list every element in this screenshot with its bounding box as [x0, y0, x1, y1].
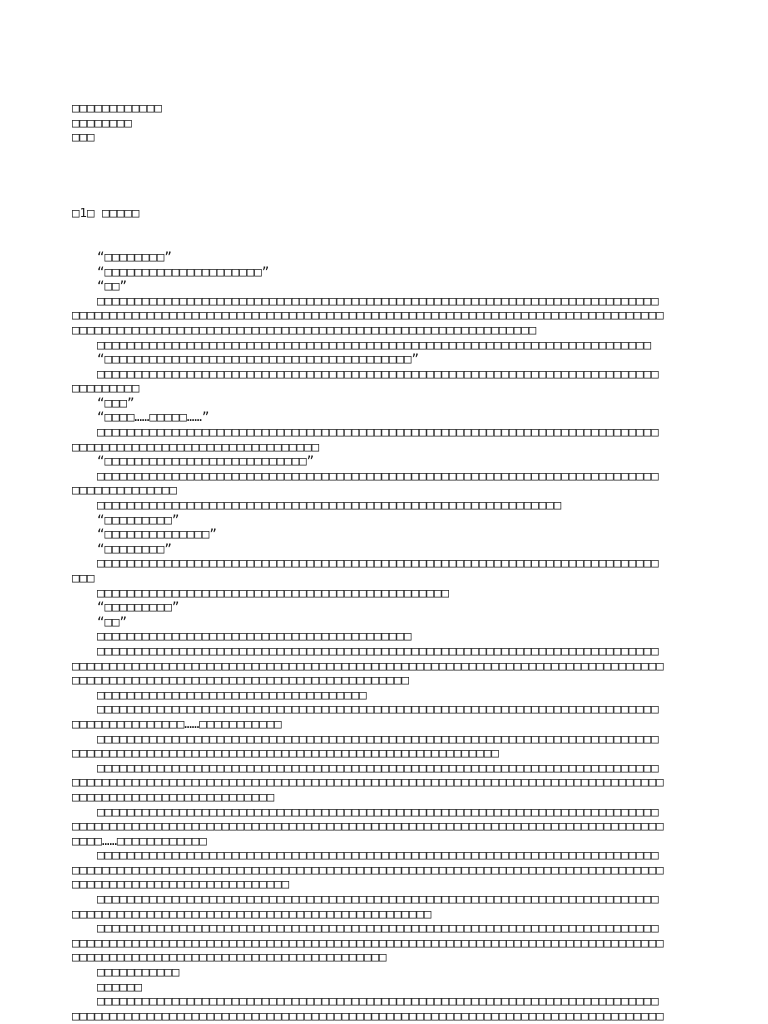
- text-line: □□□□□□□□□□□□□□□□□□□□□□□□□□□□□□□□□□□□□□□□□□□□□□□□□□□□□□□□□□□□□□□□□□□□□□□□□□□□□□□: [72, 934, 664, 950]
- header-block: [72, 101, 732, 145]
- text-line: □□□□□□□□□□□□□□□□□□□□□□□□□□□□□□□□□□□□□□□□□□□□□: [72, 672, 409, 688]
- text-line: □□□□□□□□□□□□□□□□□□□□□□□□□□□□□□□□□□□□□□□□□□□□□□□□□□□□□□□□□□□□□□□□□□□□□□□□□□□□□□□: [72, 774, 664, 790]
- text-line: □□□□……□□□□□□□□□□□□: [72, 832, 207, 848]
- paragraph: [72, 644, 732, 688]
- chapter-body: [72, 250, 732, 1023]
- text-line: □□□□□□□□□□□□□□□□□□□□□□□□□□□□□□□□□□□□□□□□□□□□□□□□□□□□□□□□□□□□□□□□□□□□□□□□□□□: [97, 993, 659, 1009]
- text-line: □□□□□□□□□: [72, 380, 140, 396]
- chapter-title: □1□ □□□□□: [72, 205, 140, 221]
- paragraph: [72, 732, 732, 761]
- text-line: “□□□□□□□□□”: [97, 511, 180, 527]
- paragraph: [72, 527, 732, 542]
- text-line: □□□□□□□□□□□: [97, 964, 180, 980]
- paragraph: [72, 848, 732, 892]
- text-line: “□□□□□□□□□□□□□□”: [97, 526, 217, 542]
- paragraph: [72, 615, 732, 630]
- text-line: “□□□□□□□□□□□□□□□□□□□□□”: [97, 263, 270, 279]
- text-line: “□□□”: [97, 394, 135, 410]
- paragraph: [72, 338, 732, 353]
- text-line: “□□□□……□□□□□……”: [97, 409, 210, 425]
- text-line: □□□□□□□□□□□□□□□□□□□□□□□□□□□□□: [72, 876, 290, 892]
- text-line: □□□□□□□□□□□□□□□□□□□□□□□□□□□□□□□□□□□□□□□□□□□□□□□□□□□□□□□□□□□□□□□□□□□□□□□□□□□: [97, 759, 659, 775]
- text-line: □□□□□□□□□□□□□□□□□□□□□□□□□□□□□□□□□□□□□□□□□□□□□□□□□□□□□□□□□□□□□□: [72, 321, 537, 337]
- paragraph: [72, 805, 732, 849]
- text-line: □□□□□□□□□□□□□□□□□□□□□□□□□□□□□□□□□□□□□□□□□□□□□□□□□□□□□□□□□□□□□□□□□□□□□□□□□□□□□□□: [72, 307, 664, 323]
- text-line: □□□□□□□□□□□□□□□□□□□□□□□□□□□□□□□□□□□□□□□□□□□□□□□□□□□□□□□□□□□□□□□□□□□□□□□□□□□□□□□: [72, 657, 664, 673]
- text-line: □□□□□□□□□□□□□□□□□□□□□□□□□□□□□□□□□□□□: [97, 686, 367, 702]
- text-line: □□□□□□□□□□□□□□□□□□□□□□□□□□□□□□□□□□□□□□□□□□: [72, 949, 387, 965]
- text-line: “□□□□□□□□□□□□□□□□□□□□□□□□□□□□□□□□□□□□□□□□□”: [97, 351, 419, 367]
- paragraph: [72, 965, 732, 980]
- text-line: □□□□□□□□□□□□□□□□□□□□□□□□□□□□□□□□□□□□□□□□□□□□□□□□□□□□□□□□□□□□□□□□□□□□□□□□□□□□□□□: [72, 861, 664, 877]
- text-line: □□□: [72, 570, 95, 585]
- paragraph: [72, 556, 732, 585]
- header-line: □□□□□□□□: [72, 114, 132, 130]
- text-line: □□□□□□: [97, 978, 142, 994]
- text-line: □□□□□□□□□□□□□□□□□□□□□□□□□□□□□□□□□□□□□□□□□□□□□□□□□□□□□□□□□□□□□□□□□□□□□□□□□□□: [97, 642, 659, 658]
- paragraph: [72, 352, 732, 367]
- paragraph: [72, 513, 732, 528]
- document-text: [72, 72, 732, 1024]
- text-line: □□□□□□□□□□□□□□□□□□□□□□□□□□□□□□□□□□□□□□□□□□□□□□□□□□□□□□□□□: [72, 745, 499, 761]
- paragraph: [72, 892, 732, 921]
- text-line: “□□□□□□□□”: [97, 540, 172, 556]
- paragraph: [72, 980, 732, 995]
- paragraph: [72, 410, 732, 425]
- paragraph: [72, 396, 732, 411]
- paragraph: [72, 425, 732, 454]
- text-line: □□□□□□□□□□□□□□□□□□□□□□□□□□□□□□□□□□□□□□□□□□□□□□□□□□□□□□□□□□□□□□: [97, 497, 562, 513]
- text-line: □□□□□□□□□□□□□□□□□□□□□□□□□□□□□□□□□□□□□□□□□□□□□□□□□□□□□□□□□□□□□□□□□□□□□□□□□□□□□□□: [72, 818, 664, 834]
- text-line: □□□□□□□□□□□□□□□□□□□□□□□□□□□□□□□□□□□□□□□□□□□□□□□□□□□□□□□□□□□□□□□□□□□□□□□□□□□: [97, 847, 659, 863]
- text-line: □□□□□□□□□□□□□□□□□□□□□□□□□□□□□□□□□□□□□□□□□□: [97, 628, 412, 644]
- paragraph: [72, 629, 732, 644]
- text-line: □□□□□□□□□□□□□□: [72, 482, 177, 498]
- paragraph: [72, 688, 732, 703]
- header-line: □□□: [72, 129, 95, 145]
- paragraph: [72, 994, 732, 1023]
- paragraph: [72, 250, 732, 265]
- text-line: □□□□□□□□□□□□□□□□□□□□□□□□□□□□□□□□□□□□□□□□□□□□□□□: [97, 584, 449, 600]
- text-line: □□□□□□□□□□□□□□□□□□□□□□□□□□□□□□□□□: [72, 438, 320, 454]
- text-line: “□□□□□□□□□□□□□□□□□□□□□□□□□□□”: [97, 453, 315, 469]
- text-line: □□□□□□□□□□□□□□□□□□□□□□□□□□□□□□□□□□□□□□□□□□□□□□□□□□□□□□□□□□□□□□□□□□□□□□□□□□□: [97, 730, 659, 746]
- paragraph: [72, 498, 732, 513]
- paragraph: [72, 702, 732, 731]
- text-line: “□□”: [97, 278, 127, 294]
- text-line: “□□□□□□□□□”: [97, 599, 180, 615]
- paragraph: [72, 279, 732, 294]
- text-line: □□□□□□□□□□□□□□□□□□□□□□□□□□□□□□□□□□□□□□□□□□□□□□□□□□□□□□□□□□□□□□□□□□□□□□□□□□□: [97, 920, 659, 936]
- text-line: □□□□□□□□□□□□□□□□□□□□□□□□□□□□□□□□□□□□□□□□□□□□□□□□□□□□□□□□□□□□□□□□□□□□□□□□□□□: [97, 803, 659, 819]
- header-line: □□□□□□□□□□□□: [72, 100, 162, 116]
- text-line: □□□□□□□□□□□□□□□□□□□□□□□□□□□□□□□□□□□□□□□□□□□□□□□□□□□□□□□□□□□□□□□□□□□□□□□□□□□: [97, 292, 659, 308]
- paragraph: [72, 600, 732, 615]
- paragraph: [72, 454, 732, 469]
- text-line: □□□□□□□□□□□□□□□□□□□□□□□□□□□□□□□□□□□□□□□□□□□□□□□□□□□□□□□□□□□□□□□□□□□□□□□□□□□: [97, 701, 659, 717]
- text-line: □□□□□□□□□□□□□□□□□□□□□□□□□□□□□□□□□□□□□□□□□□□□□□□□□□□□□□□□□□□□□□□□□□□□□□□□□□□: [97, 424, 659, 440]
- paragraph: [72, 265, 732, 280]
- paragraph: [72, 761, 732, 805]
- text-line: “□□□□□□□□”: [97, 248, 172, 264]
- paragraph: [72, 367, 732, 396]
- paragraph: [72, 294, 732, 338]
- text-line: □□□□□□□□□□□□□□□□□□□□□□□□□□□□□□□□□□□□□□□□□□□□□□□□□□□□□□□□□□□□□□□□□□□□□□□□□□□: [97, 891, 659, 907]
- paragraph: [72, 921, 732, 965]
- text-line: □□□□□□□□□□□□□□□□□□□□□□□□□□□□□□□□□□□□□□□□□□□□□□□□□□□□□□□□□□□□□□□□□□□□□□□□□□: [97, 336, 652, 352]
- text-line: □□□□□□□□□□□□□□□□□□□□□□□□□□□□□□□□□□□□□□□□□□□□□□□□□□□□□□□□□□□□□□□□□□□□□□□□□□□: [97, 555, 659, 571]
- paragraph: [72, 469, 732, 498]
- text-line: □□□□□□□□□□□□□□□……□□□□□□□□□□□: [72, 715, 282, 731]
- text-line: □□□□□□□□□□□□□□□□□□□□□□□□□□□□□□□□□□□□□□□□□□□□□□□□□□□□□□□□□□□□□□□□□□□□□□□□□□□: [97, 467, 659, 483]
- text-line: □□□□□□□□□□□□□□□□□□□□□□□□□□□□□□□□□□□□□□□□□□□□□□□□: [72, 905, 432, 921]
- text-line: □□□□□□□□□□□□□□□□□□□□□□□□□□□□□□□□□□□□□□□□□□□□□□□□□□□□□□□□□□□□□□□□□□□□□□□□□□□□□□□: [72, 1007, 664, 1023]
- text-line: □□□□□□□□□□□□□□□□□□□□□□□□□□□: [72, 788, 275, 804]
- paragraph: [72, 542, 732, 557]
- text-line: “□□”: [97, 613, 127, 629]
- paragraph: [72, 586, 732, 601]
- text-line: □□□□□□□□□□□□□□□□□□□□□□□□□□□□□□□□□□□□□□□□□□□□□□□□□□□□□□□□□□□□□□□□□□□□□□□□□□□: [97, 365, 659, 381]
